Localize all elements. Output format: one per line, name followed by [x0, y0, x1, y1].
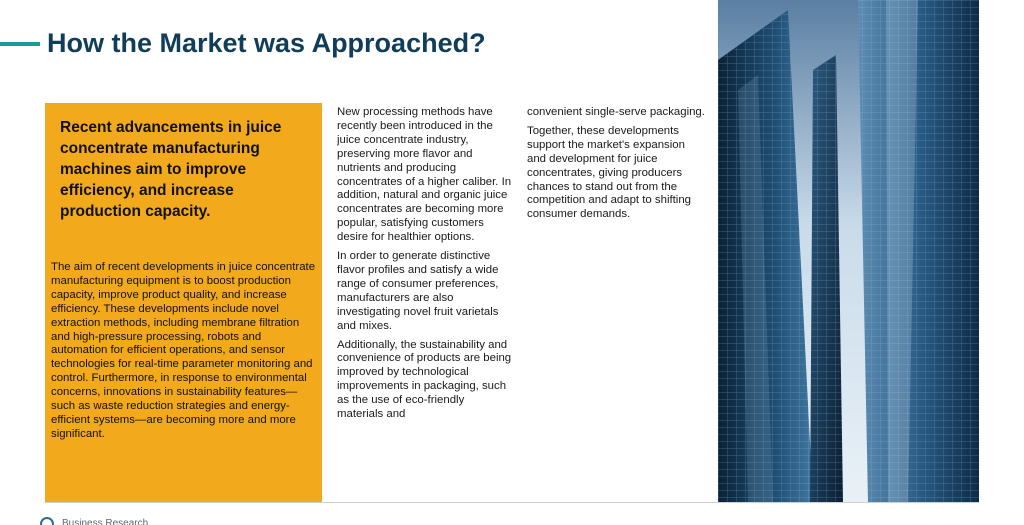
text-column-3 — [527, 106, 705, 227]
brand-logo-icon — [40, 517, 54, 525]
column2-paragraph-3: Additionally, the sustainability and convenience of products are being improved by technological improvements in packaging, such as the use of eco-friendly materials and — [337, 338, 512, 421]
title-accent-bar — [0, 42, 40, 46]
page-title: How the Market was Approached? — [47, 28, 486, 58]
box-paragraph: The aim of recent developments in juice concentrate manufacturing equipment is to boost production capacity, improve product quality, and increase efficiency. These developments include novel extraction methods, including membrane filtration and high-pressure processing, robots and automation for efficient operations, and sensor technologies for real-time parameter monitoring and control. Furthermore, in response to environmental concerns, innovations in sustainability features—such as waste reduction strategies and energy-efficient systems—are becoming more and more significant. — [51, 261, 316, 440]
column2-paragraph-1: New processing methods have recently been introduced in the juice concentrate industry, preserving more flavor and nutrients and producing concentrates of a higher caliber. In addition, natural and organic juice concentrates are becoming more popular, satisfying customers desire for healthier options. — [337, 106, 512, 244]
footer-brand: Business Research — [62, 518, 149, 525]
callout-heading: Recent advancements in juice concentrate manufacturing machines aim to improve efficiency, and increase production capacity. — [60, 119, 282, 220]
column2-paragraph-2: In order to generate distinctive flavor profiles and satisfy a wide range of consumer preferences, manufacturers are also investigating novel fruit varietals and mixes. — [337, 250, 499, 332]
skyscraper-photo — [718, 0, 979, 503]
column3-paragraph-2: Together, these developments support the market's expansion and development for juice concentrates, giving producers chances to stand out from the competition and adapt to shifting consumer demands. — [527, 124, 692, 221]
text-column-2 — [337, 106, 512, 502]
column3-paragraph-1: convenient single-serve packaging. — [527, 106, 705, 118]
bottom-divider — [45, 502, 979, 503]
